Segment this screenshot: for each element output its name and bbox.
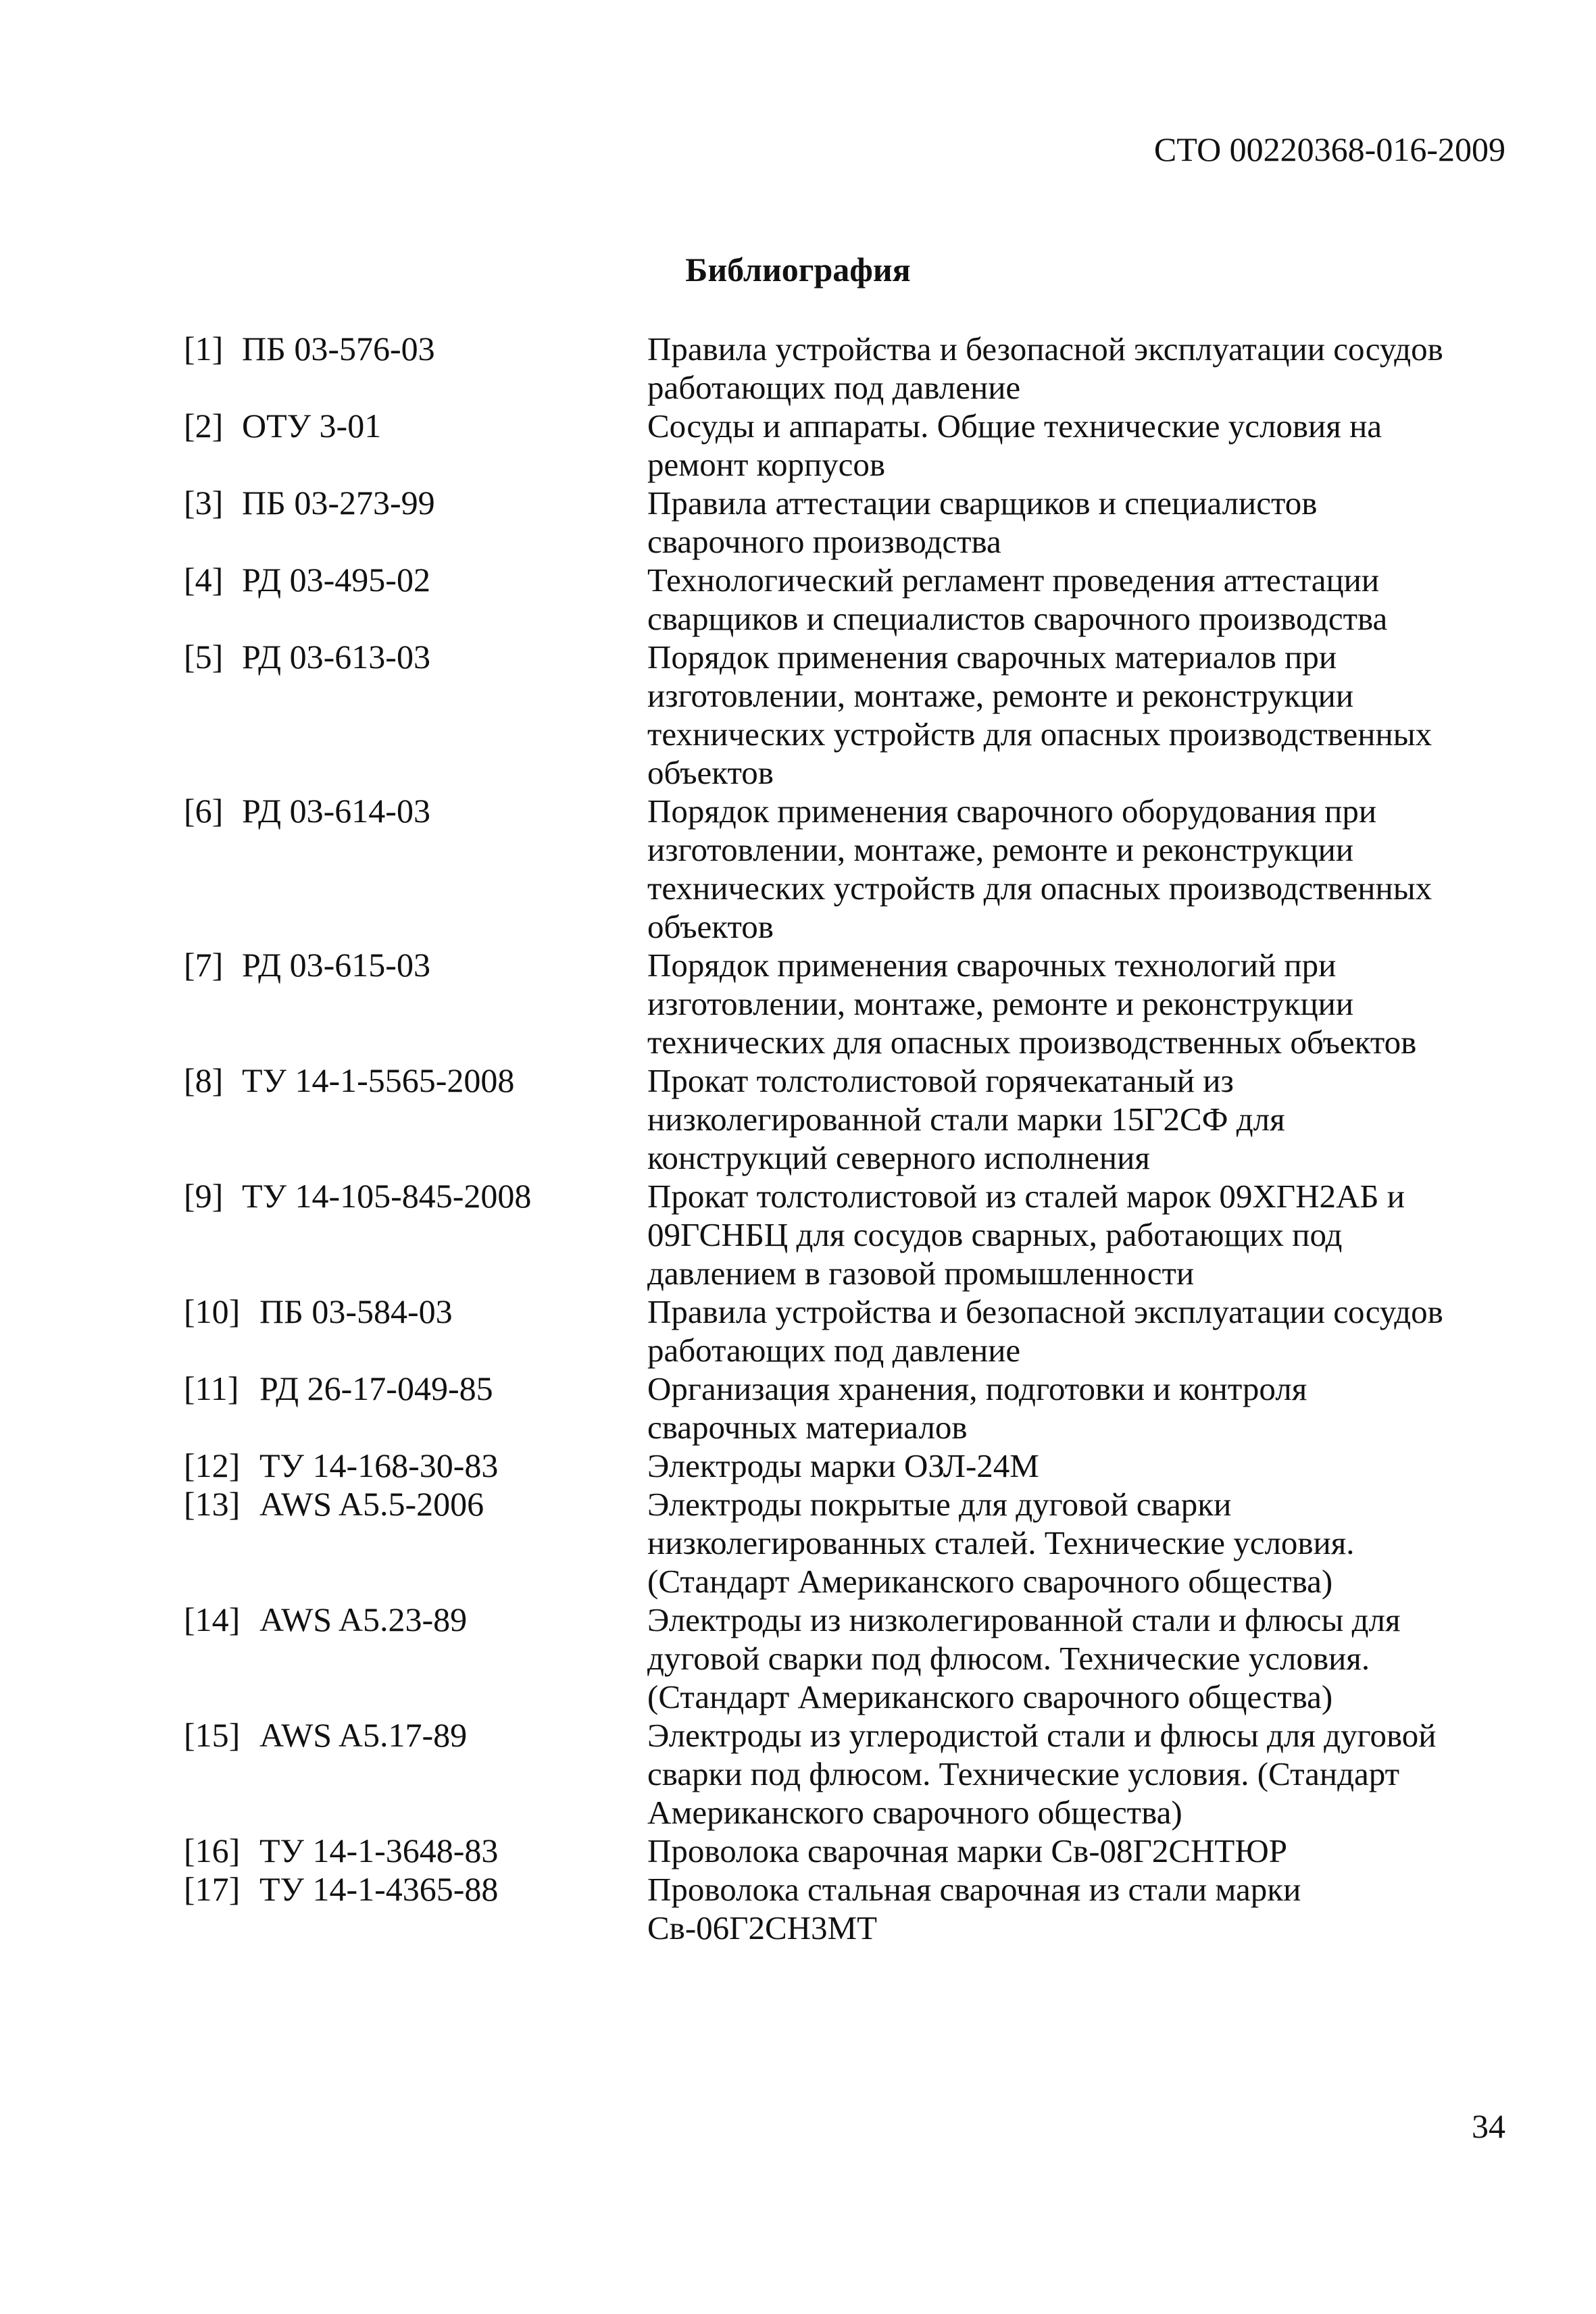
reference-number: [13] xyxy=(184,1485,241,1523)
reference-number: [15] xyxy=(184,1716,241,1754)
reference-description xyxy=(647,1177,1492,1292)
description-line: сварочного производства xyxy=(647,523,1001,560)
reference-code: ОТУ 3-01 xyxy=(242,407,382,445)
reference-description xyxy=(647,330,1492,407)
description-line: дуговой сварки под флюсом. Технические условия. xyxy=(647,1640,1370,1677)
reference-description xyxy=(647,1870,1492,1947)
reference-description xyxy=(647,1292,1492,1369)
description-line: Электроды марки ОЗЛ-24М xyxy=(647,1447,1039,1484)
reference-code: РД 03-615-03 xyxy=(242,946,430,984)
reference-description xyxy=(647,484,1492,561)
description-line: Порядок применения сварочного оборудования при xyxy=(647,793,1377,830)
reference-number: [4] xyxy=(184,561,224,599)
reference-number: [14] xyxy=(184,1601,241,1638)
reference-code: ТУ 14-168-30-83 xyxy=(259,1447,499,1484)
page-number: 34 xyxy=(1472,2107,1505,2145)
description-line: Электроды покрытые для дуговой сварки xyxy=(647,1486,1232,1523)
reference-code: ПБ 03-584-03 xyxy=(259,1292,453,1330)
description-line: изготовлении, монтаже, ремонте и реконструкции xyxy=(647,831,1354,868)
reference-number: [3] xyxy=(184,484,224,522)
reference-code: ПБ 03-273-99 xyxy=(242,484,435,522)
reference-description xyxy=(647,1061,1492,1177)
reference-code: РД 03-613-03 xyxy=(242,638,430,676)
description-line: (Стандарт Американского сварочного общества) xyxy=(647,1563,1333,1600)
description-line: сварщиков и специалистов сварочного производства xyxy=(647,600,1388,637)
description-line: объектов xyxy=(647,754,774,791)
reference-number: [12] xyxy=(184,1447,241,1484)
description-line: технических устройств для опасных производственных xyxy=(647,870,1432,907)
reference-number: [10] xyxy=(184,1292,241,1330)
description-line: Электроды из углеродистой стали и флюсы для дуговой xyxy=(647,1717,1437,1754)
reference-number: [8] xyxy=(184,1061,224,1099)
reference-code: ТУ 14-1-3648-83 xyxy=(259,1832,499,1869)
reference-number: [2] xyxy=(184,407,224,445)
description-line: изготовлении, монтаже, ремонте и реконструкции xyxy=(647,677,1354,714)
description-line: Электроды из низколегированной стали и флюсы для xyxy=(647,1601,1401,1638)
reference-code: ТУ 14-1-4365-88 xyxy=(259,1870,499,1908)
reference-code: ТУ 14-1-5565-2008 xyxy=(242,1061,515,1099)
reference-code: ПБ 03-576-03 xyxy=(242,330,435,368)
description-line: Правила устройства и безопасной эксплуатации сосудов xyxy=(647,330,1443,368)
description-line: Прокат толстолистовой горячекатаный из xyxy=(647,1062,1234,1099)
reference-code: РД 26-17-049-85 xyxy=(259,1369,493,1407)
description-line: низколегированной стали марки 15Г2СФ для xyxy=(647,1101,1285,1138)
description-line: Правила аттестации сварщиков и специалистов xyxy=(647,484,1318,522)
description-line: Правила устройства и безопасной эксплуатации сосудов xyxy=(647,1293,1443,1330)
description-line: объектов xyxy=(647,908,774,945)
reference-number: [1] xyxy=(184,330,224,368)
description-line: Американского сварочного общества) xyxy=(647,1794,1182,1831)
description-line: сварки под флюсом. Технические условия. (Стандарт xyxy=(647,1755,1400,1792)
reference-code: AWS A5.17-89 xyxy=(259,1716,468,1754)
description-line: 09ГСНБЦ для сосудов сварных, работающих под xyxy=(647,1216,1343,1253)
description-line: Организация хранения, подготовки и контроля xyxy=(647,1370,1307,1407)
reference-description xyxy=(647,1369,1492,1447)
description-line: Технологический регламент проведения аттестации xyxy=(647,561,1380,599)
reference-number: [7] xyxy=(184,946,224,984)
document-code: СТО 00220368-016-2009 xyxy=(1153,130,1505,168)
reference-code: AWS A5.5-2006 xyxy=(259,1485,484,1523)
description-line: низколегированных сталей. Технические условия. xyxy=(647,1524,1355,1561)
reference-description xyxy=(647,1485,1492,1601)
reference-description xyxy=(647,407,1492,484)
reference-number: [16] xyxy=(184,1832,241,1869)
reference-description xyxy=(647,1832,1492,1870)
description-line: Проволока стальная сварочная из стали марки xyxy=(647,1871,1301,1908)
reference-code: РД 03-495-02 xyxy=(242,561,430,599)
reference-code: ТУ 14-105-845-2008 xyxy=(242,1177,532,1215)
description-line: сварочных материалов xyxy=(647,1409,968,1446)
reference-description xyxy=(647,1716,1492,1832)
page-title: Библиография xyxy=(685,251,911,288)
reference-description xyxy=(647,561,1492,638)
description-line: конструкций северного исполнения xyxy=(647,1139,1150,1176)
reference-number: [17] xyxy=(184,1870,241,1908)
reference-description xyxy=(647,638,1492,792)
reference-number: [6] xyxy=(184,792,224,830)
description-line: Сосуды и аппараты. Общие технические условия на xyxy=(647,407,1382,445)
description-line: Св-06Г2СН3МТ xyxy=(647,1909,878,1946)
reference-number: [9] xyxy=(184,1177,224,1215)
reference-description xyxy=(647,946,1492,1061)
reference-code: AWS A5.23-89 xyxy=(259,1601,468,1638)
reference-number: [5] xyxy=(184,638,224,676)
description-line: давлением в газовой промышленности xyxy=(647,1255,1195,1292)
description-line: Порядок применения сварочных технологий при xyxy=(647,947,1337,984)
description-line: ремонт корпусов xyxy=(647,446,886,483)
description-line: технических устройств для опасных производственных xyxy=(647,715,1432,753)
reference-code: РД 03-614-03 xyxy=(242,792,430,830)
description-line: работающих под давление xyxy=(647,369,1021,406)
reference-number: [11] xyxy=(184,1369,239,1407)
description-line: Проволока сварочная марки Св-08Г2СНТЮР xyxy=(647,1832,1287,1869)
reference-description xyxy=(647,1447,1492,1485)
description-line: Прокат толстолистовой из сталей марок 09ХГН2АБ и xyxy=(647,1178,1405,1215)
description-line: изготовлении, монтаже, ремонте и реконструкции xyxy=(647,985,1354,1022)
reference-description xyxy=(647,792,1492,946)
description-line: технических для опасных производственных объектов xyxy=(647,1024,1417,1061)
reference-description xyxy=(647,1601,1492,1716)
description-line: работающих под давление xyxy=(647,1332,1021,1369)
description-line: Порядок применения сварочных материалов при xyxy=(647,638,1337,676)
description-line: (Стандарт Американского сварочного общества) xyxy=(647,1678,1333,1715)
